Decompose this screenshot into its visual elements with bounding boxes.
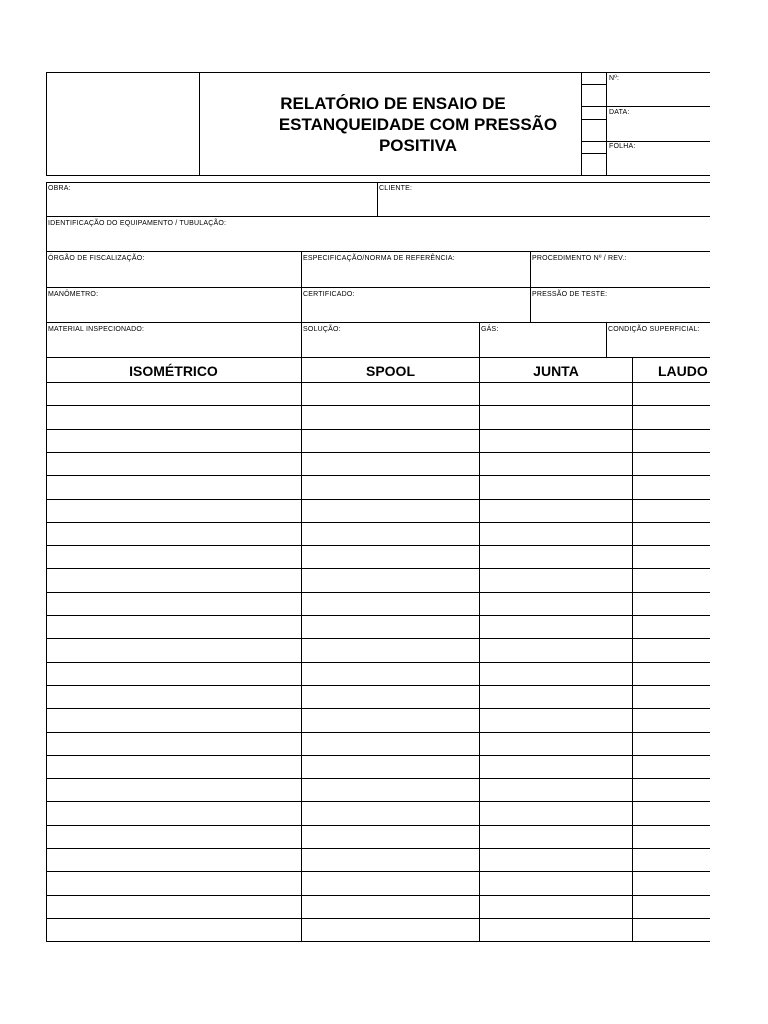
isometrico-cell[interactable]: [47, 616, 301, 638]
condicao-field[interactable]: [607, 334, 710, 357]
title-line-3: POSITIVA: [378, 136, 458, 155]
isometrico-cell[interactable]: [47, 756, 301, 778]
laudo-cell[interactable]: [633, 616, 710, 638]
isometrico-cell[interactable]: [47, 476, 301, 498]
spool-cell[interactable]: [302, 616, 479, 638]
certificado-field[interactable]: [302, 299, 529, 322]
spool-cell[interactable]: [302, 779, 479, 801]
junta-cell[interactable]: [480, 779, 632, 801]
laudo-cell[interactable]: [633, 709, 710, 731]
numero-label: Nº:: [609, 75, 620, 82]
laudo-cell[interactable]: [633, 663, 710, 685]
isometrico-cell[interactable]: [47, 593, 301, 615]
solucao-label: SOLUÇÃO:: [303, 326, 341, 333]
spool-cell[interactable]: [302, 430, 479, 452]
spool-cell[interactable]: [302, 919, 479, 941]
isometrico-cell[interactable]: [47, 733, 301, 755]
cliente-field[interactable]: [378, 193, 710, 216]
junta-cell[interactable]: [480, 849, 632, 871]
isometrico-cell[interactable]: [47, 430, 301, 452]
spool-cell[interactable]: [302, 476, 479, 498]
laudo-cell[interactable]: [633, 756, 710, 778]
logo-area: [47, 73, 199, 175]
logo-box-divider: [199, 72, 200, 176]
isometrico-cell[interactable]: [47, 406, 301, 428]
spool-cell[interactable]: [302, 896, 479, 918]
manometro-label: MANÔMETRO:: [48, 291, 99, 298]
numero-field[interactable]: [607, 84, 710, 106]
laudo-cell[interactable]: [633, 849, 710, 871]
isometrico-cell[interactable]: [47, 453, 301, 475]
identificacao-field[interactable]: [47, 228, 710, 251]
laudo-cell[interactable]: [633, 896, 710, 918]
isometrico-cell[interactable]: [47, 826, 301, 848]
obra-label: OBRA:: [48, 185, 71, 192]
junta-cell[interactable]: [480, 593, 632, 615]
isometrico-cell[interactable]: [47, 686, 301, 708]
junta-cell[interactable]: [480, 639, 632, 661]
junta-cell[interactable]: [480, 826, 632, 848]
isometrico-cell[interactable]: [47, 709, 301, 731]
laudo-cell[interactable]: [633, 476, 710, 498]
col-header-laudo: LAUDO: [658, 363, 708, 379]
spool-cell[interactable]: [302, 826, 479, 848]
especificacao-field[interactable]: [302, 263, 529, 287]
info-row-line-1: [581, 106, 710, 107]
header-bottom-border: [46, 175, 710, 176]
manometro-field[interactable]: [47, 299, 300, 322]
spool-cell[interactable]: [302, 802, 479, 824]
title-line-1: RELATÓRIO DE ENSAIO DE: [280, 94, 506, 113]
certificado-label: CERTIFICADO:: [303, 291, 355, 298]
procedimento-field[interactable]: [531, 263, 710, 287]
junta-cell[interactable]: [480, 756, 632, 778]
fields-top-border: [46, 182, 710, 183]
laudo-cell[interactable]: [633, 639, 710, 661]
page-title: [242, 93, 594, 156]
obra-field[interactable]: [47, 193, 376, 216]
spool-cell[interactable]: [302, 453, 479, 475]
gas-field[interactable]: [480, 334, 605, 357]
info-row-line-2: [581, 141, 710, 142]
condicao-label: CONDIÇÃO SUPERFICIAL:: [608, 326, 700, 333]
junta-cell[interactable]: [480, 569, 632, 591]
cliente-label: CLIENTE:: [379, 185, 413, 192]
laudo-cell[interactable]: [633, 779, 710, 801]
junta-cell[interactable]: [480, 686, 632, 708]
data-field[interactable]: [607, 117, 710, 141]
spool-cell[interactable]: [302, 756, 479, 778]
junta-cell[interactable]: [480, 802, 632, 824]
junta-cell[interactable]: [480, 430, 632, 452]
material-label: MATERIAL INSPECIONADO:: [48, 326, 145, 333]
title-line-2: ESTANQUEIDADE COM PRESSÃO: [278, 115, 558, 134]
laudo-cell[interactable]: [633, 453, 710, 475]
isometrico-cell[interactable]: [47, 546, 301, 568]
inspection-table: [46, 358, 710, 942]
folha-label: FOLHA:: [609, 143, 636, 150]
isometrico-cell[interactable]: [47, 802, 301, 824]
junta-cell[interactable]: [480, 919, 632, 941]
spool-cell[interactable]: [302, 406, 479, 428]
spool-cell[interactable]: [302, 639, 479, 661]
pressao-label: PRESSÃO DE TESTE:: [532, 291, 608, 298]
laudo-cell[interactable]: [633, 523, 710, 545]
spool-cell[interactable]: [302, 500, 479, 522]
junta-cell[interactable]: [480, 406, 632, 428]
col-header-spool: SPOOL: [365, 363, 415, 379]
spool-cell[interactable]: [302, 523, 479, 545]
spool-cell[interactable]: [302, 849, 479, 871]
junta-cell[interactable]: [480, 663, 632, 685]
junta-cell[interactable]: [480, 546, 632, 568]
laudo-cell[interactable]: [633, 546, 710, 568]
laudo-cell[interactable]: [633, 802, 710, 824]
junta-cell[interactable]: [480, 733, 632, 755]
identificacao-label: IDENTIFICAÇÃO DO EQUIPAMENTO / TUBULAÇÃO:: [48, 220, 227, 227]
junta-cell[interactable]: [480, 872, 632, 894]
junta-cell[interactable]: [480, 476, 632, 498]
folha-field[interactable]: [607, 152, 710, 175]
small-box-line: [581, 84, 607, 85]
col-header-junta: JUNTA: [533, 363, 579, 379]
laudo-cell[interactable]: [633, 430, 710, 452]
orgao-label: ÓRGÃO DE FISCALIZAÇÃO:: [48, 255, 145, 262]
isometrico-cell[interactable]: [47, 919, 301, 941]
laudo-cell[interactable]: [633, 569, 710, 591]
laudo-cell[interactable]: [633, 593, 710, 615]
isometrico-cell[interactable]: [47, 383, 301, 405]
gas-label: GÁS:: [481, 326, 499, 333]
junta-cell[interactable]: [480, 896, 632, 918]
laudo-cell[interactable]: [633, 406, 710, 428]
isometrico-cell[interactable]: [47, 872, 301, 894]
isometrico-cell[interactable]: [47, 779, 301, 801]
isometrico-cell[interactable]: [47, 896, 301, 918]
solucao-field[interactable]: [302, 334, 478, 357]
orgao-field[interactable]: [47, 263, 300, 287]
fields-row-line-4: [46, 322, 710, 323]
table-row-line: [46, 941, 710, 942]
laudo-cell[interactable]: [633, 383, 710, 405]
junta-cell[interactable]: [480, 453, 632, 475]
spool-cell[interactable]: [302, 733, 479, 755]
junta-cell[interactable]: [480, 709, 632, 731]
pressao-field[interactable]: [531, 299, 710, 322]
material-field[interactable]: [47, 334, 300, 357]
fields-row-line-3: [46, 287, 710, 288]
procedimento-label: PROCEDIMENTO Nº / REV.:: [532, 255, 627, 262]
laudo-cell[interactable]: [633, 500, 710, 522]
isometrico-cell[interactable]: [47, 569, 301, 591]
fields-row-line-2: [46, 251, 710, 252]
isometrico-cell[interactable]: [47, 849, 301, 871]
laudo-cell[interactable]: [633, 686, 710, 708]
spool-cell[interactable]: [302, 872, 479, 894]
especificacao-label: ESPECIFICAÇÃO/NORMA DE REFERÊNCIA:: [303, 255, 455, 262]
fields-row-line-1: [46, 216, 710, 217]
junta-cell[interactable]: [480, 616, 632, 638]
spool-cell[interactable]: [302, 686, 479, 708]
spool-cell[interactable]: [302, 709, 479, 731]
col-header-isometrico: ISOMÉTRICO: [129, 363, 218, 379]
laudo-cell[interactable]: [633, 733, 710, 755]
spool-cell[interactable]: [302, 546, 479, 568]
isometrico-cell[interactable]: [47, 500, 301, 522]
junta-cell[interactable]: [480, 500, 632, 522]
laudo-cell[interactable]: [633, 872, 710, 894]
isometrico-cell[interactable]: [47, 523, 301, 545]
laudo-cell[interactable]: [633, 919, 710, 941]
junta-cell[interactable]: [480, 383, 632, 405]
spool-cell[interactable]: [302, 383, 479, 405]
isometrico-cell[interactable]: [47, 663, 301, 685]
data-label: DATA:: [609, 109, 630, 116]
spool-cell[interactable]: [302, 569, 479, 591]
isometrico-cell[interactable]: [47, 639, 301, 661]
laudo-cell[interactable]: [633, 826, 710, 848]
spool-cell[interactable]: [302, 593, 479, 615]
junta-cell[interactable]: [480, 523, 632, 545]
spool-cell[interactable]: [302, 663, 479, 685]
